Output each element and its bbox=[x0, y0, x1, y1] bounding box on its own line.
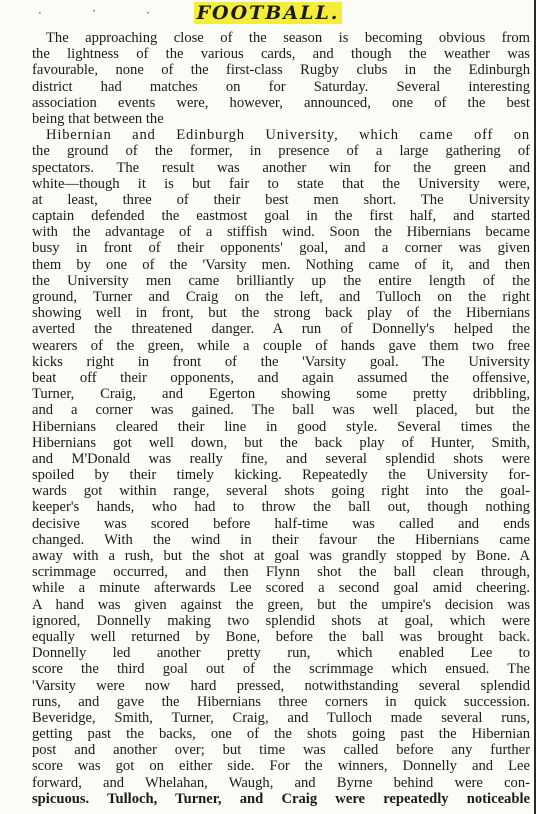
text-line: beat off their opponents, and again assumed the offensive, bbox=[32, 369, 530, 386]
text-line: busy in front of their opponents' goal, and a corner was given bbox=[32, 240, 530, 257]
text-line: Hibernians cleared their line in good style. Several times the bbox=[32, 418, 530, 435]
text-line: them by one of the 'Varsity men. Nothing came of it, and then bbox=[32, 256, 530, 273]
heading-row bbox=[0, 0, 536, 28]
text-line: 'Varsity were now hard pressed, notwithstanding several splendid bbox=[32, 677, 530, 694]
text-line: equally well returned by Bone, before the ball was brought back. bbox=[32, 628, 530, 645]
text-line: Turner, Craig, and Egerton showing some pretty dribbling, bbox=[32, 386, 530, 403]
text-line: district had matches on for Saturday. Several interesting bbox=[32, 78, 530, 95]
text-line: The approaching close of the season is becoming obvious from bbox=[46, 30, 530, 46]
print-speck: · bbox=[146, 6, 150, 20]
text-line: changed. With the wind in their favour the Hibernians came bbox=[32, 531, 530, 548]
text-line: Hibernian and Edinburgh University, which came off on bbox=[46, 127, 530, 144]
text-line: captain defended the eastmost goal in the first half, and started bbox=[32, 208, 530, 225]
text-line: score was got on either side. For the winners, Donnelly and Lee bbox=[32, 758, 530, 775]
text-line: Hibernians got well down, but the back play of Hunter, Smith, bbox=[32, 434, 530, 451]
text-line: getting past the backs, one of the shots going past the Hibernian bbox=[32, 726, 530, 743]
text-line: keeper's hands, who had to throw the ball out, though nothing bbox=[32, 499, 530, 516]
text-line: the lightness of the various cards, and though the weather was bbox=[32, 46, 530, 63]
text-line: spicuous. Tulloch, Turner, and Craig were repeatedly noticeable bbox=[32, 790, 530, 807]
print-speck: · bbox=[92, 4, 96, 18]
text-line: decisive was scored before half-time was called and ends bbox=[32, 515, 530, 532]
text-line: ignored, Donnelly making two splendid shots at goal, which were bbox=[32, 612, 530, 629]
text-line: and a corner was gained. The ball was well placed, but the bbox=[32, 402, 530, 419]
text-line: favourable, none of the first-class Rugby clubs in the Edinburgh bbox=[32, 62, 530, 79]
text-line: forward, and Whelahan, Waugh, and Byrne behind were con- bbox=[32, 774, 530, 791]
article-body bbox=[32, 30, 530, 807]
text-line: scrimmage occurred, and then Flynn shot the ball clean through, bbox=[32, 564, 530, 581]
text-line: ground, Turner and Craig on the left, and Tulloch on the right bbox=[32, 289, 530, 305]
text-line: Beveridge, Smith, Turner, Craig, and Tulloch made several runs, bbox=[32, 709, 530, 726]
text-line: at least, three of their best men short. The University bbox=[32, 191, 530, 208]
text-line: spectators. The result was another win for the green and bbox=[32, 159, 530, 176]
text-line: with the advantage of a stiffish wind. Soon the Hibernians became bbox=[32, 224, 530, 241]
print-speck: · bbox=[38, 6, 42, 20]
text-line: score the third goal out of the scrimmage which ensued. The bbox=[32, 661, 530, 678]
text-line: while a minute afterwards Lee scored a second goal amid cheering. bbox=[32, 580, 530, 597]
text-line: spoiled by their timely kicking. Repeatedly the University for- bbox=[32, 467, 530, 484]
text-line: A hand was given against the green, but the umpire's decision was bbox=[32, 596, 530, 613]
article-heading: FOOTBALL. bbox=[194, 2, 343, 24]
text-line: wearers of the green, while a couple of hands gave them two free bbox=[32, 337, 530, 354]
text-line: runs, and gave the Hibernians three corners in quick succession. bbox=[32, 693, 530, 710]
text-line: wards got within range, several shots going right into the goal- bbox=[32, 483, 530, 500]
text-line: white—though it is but fair to state that the University were, bbox=[32, 175, 530, 192]
text-line: showing well in front, but the strong back play of the Hibernians bbox=[32, 305, 530, 322]
text-line: Donnelly led another pretty run, which enabled Lee to bbox=[32, 645, 530, 662]
text-line: averted the threatened danger. A run of Donnelly's helped the bbox=[32, 321, 530, 338]
text-line: kicks right in front of the 'Varsity goal. The University bbox=[32, 353, 530, 370]
text-line: association events were, however, announced, one of the best bbox=[32, 94, 530, 111]
text-line: the University men came brilliantly up the entire length of the bbox=[32, 272, 530, 289]
text-line: away with a rush, but the shot at goal was grandly stopped by Bone. A bbox=[32, 548, 530, 564]
text-line: being that between the bbox=[32, 110, 164, 127]
text-line: and M'Donald was really fine, and several splendid shots were bbox=[32, 450, 530, 467]
text-line: post and another over; but time was called before any further bbox=[32, 742, 530, 759]
text-line: the ground of the former, in presence of a large gathering of bbox=[32, 143, 530, 160]
